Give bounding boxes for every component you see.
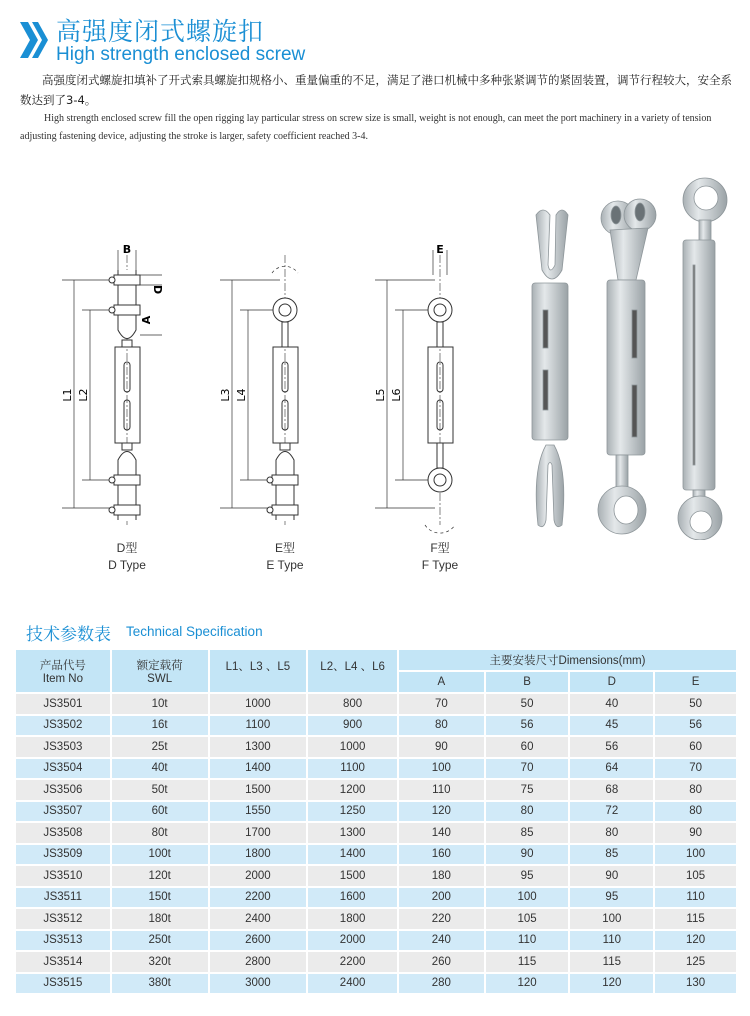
cell-l2: 1100 bbox=[307, 758, 398, 780]
table-row bbox=[15, 951, 737, 973]
cell-a: 100 bbox=[398, 758, 485, 780]
cell-d: 56 bbox=[569, 736, 654, 758]
cell-swl: 320t bbox=[111, 951, 209, 973]
cell-e: 56 bbox=[654, 715, 737, 737]
cell-item-no: JS3508 bbox=[15, 822, 111, 844]
cell-e: 100 bbox=[654, 844, 737, 866]
cell-e: 120 bbox=[654, 930, 737, 952]
cell-e: 90 bbox=[654, 822, 737, 844]
e-type-cn: E型 bbox=[274, 541, 295, 555]
cell-b: 110 bbox=[485, 930, 570, 952]
header-swl-cn: 额定载荷 bbox=[136, 660, 183, 672]
cell-b: 56 bbox=[485, 715, 570, 737]
header-swl bbox=[111, 649, 209, 693]
cell-b: 100 bbox=[485, 887, 570, 909]
spec-title-en: Technical Specification bbox=[126, 624, 263, 639]
f-type-en: F Type bbox=[421, 558, 459, 572]
e-type-en: E Type bbox=[266, 558, 304, 572]
cell-d: 95 bbox=[569, 887, 654, 909]
cell-b: 80 bbox=[485, 801, 570, 823]
cell-e: 80 bbox=[654, 801, 737, 823]
cell-l2: 1500 bbox=[307, 865, 398, 887]
cell-b: 90 bbox=[485, 844, 570, 866]
cell-item-no: JS3511 bbox=[15, 887, 111, 909]
dim-label-e: E bbox=[436, 243, 444, 256]
cell-l2: 900 bbox=[307, 715, 398, 737]
dim-label-b: B bbox=[122, 243, 132, 256]
dim-label-l4: L4 bbox=[235, 388, 248, 402]
e-type-caption bbox=[235, 540, 335, 574]
cell-swl: 10t bbox=[111, 693, 209, 715]
cell-l2: 1250 bbox=[307, 801, 398, 823]
table-row bbox=[15, 844, 737, 866]
dim-label-l3: L3 bbox=[219, 388, 232, 402]
cell-l2: 1600 bbox=[307, 887, 398, 909]
cell-b: 95 bbox=[485, 865, 570, 887]
cell-a: 200 bbox=[398, 887, 485, 909]
cell-item-no: JS3504 bbox=[15, 758, 111, 780]
table-row bbox=[15, 930, 737, 952]
d-type-diagram bbox=[52, 235, 202, 535]
cell-b: 50 bbox=[485, 693, 570, 715]
cell-l1: 1800 bbox=[209, 844, 308, 866]
cell-a: 260 bbox=[398, 951, 485, 973]
description-cn: 高强度闭式螺旋扣填补了开式索具螺旋扣规格小、重量偏重的不足，满足了港口机械中多种张紧调节的紧固装置，调节行程较大，安全系数达到了3-4。 bbox=[20, 73, 732, 107]
cell-a: 140 bbox=[398, 822, 485, 844]
dim-label-a: A bbox=[140, 315, 153, 325]
cell-swl: 380t bbox=[111, 973, 209, 995]
cell-d: 72 bbox=[569, 801, 654, 823]
cell-l1: 3000 bbox=[209, 973, 308, 995]
cell-l2: 800 bbox=[307, 693, 398, 715]
cell-swl: 150t bbox=[111, 887, 209, 909]
cell-l1: 1300 bbox=[209, 736, 308, 758]
cell-d: 120 bbox=[569, 973, 654, 995]
cell-item-no: JS3509 bbox=[15, 844, 111, 866]
cell-d: 85 bbox=[569, 844, 654, 866]
table-row bbox=[15, 887, 737, 909]
cell-b: 70 bbox=[485, 758, 570, 780]
cell-l1: 1100 bbox=[209, 715, 308, 737]
cell-swl: 40t bbox=[111, 758, 209, 780]
cell-a: 220 bbox=[398, 908, 485, 930]
header-dimensions: 主要安装尺寸Dimensions(mm) bbox=[398, 649, 737, 671]
header-item-en: Item No bbox=[42, 673, 84, 685]
cell-b: 75 bbox=[485, 779, 570, 801]
cell-d: 115 bbox=[569, 951, 654, 973]
cell-swl: 100t bbox=[111, 844, 209, 866]
table-row bbox=[15, 822, 737, 844]
cell-l1: 2800 bbox=[209, 951, 308, 973]
cell-item-no: JS3507 bbox=[15, 801, 111, 823]
cell-a: 180 bbox=[398, 865, 485, 887]
d-type-en: D Type bbox=[108, 558, 146, 572]
f-type-diagram bbox=[365, 235, 515, 535]
header-swl-en: SWL bbox=[147, 673, 173, 685]
cell-l2: 1000 bbox=[307, 736, 398, 758]
cell-l2: 1800 bbox=[307, 908, 398, 930]
cell-l2: 2000 bbox=[307, 930, 398, 952]
cell-swl: 16t bbox=[111, 715, 209, 737]
table-row bbox=[15, 801, 737, 823]
dim-label-l6: L6 bbox=[390, 388, 403, 402]
cell-d: 68 bbox=[569, 779, 654, 801]
cell-swl: 120t bbox=[111, 865, 209, 887]
cell-swl: 250t bbox=[111, 930, 209, 952]
cell-l1: 1500 bbox=[209, 779, 308, 801]
cell-l2: 1300 bbox=[307, 822, 398, 844]
table-row bbox=[15, 736, 737, 758]
header-a: A bbox=[398, 671, 485, 693]
cell-item-no: JS3501 bbox=[15, 693, 111, 715]
cell-l2: 2400 bbox=[307, 973, 398, 995]
header-item-cn: 产品代号 bbox=[39, 660, 86, 672]
cell-a: 90 bbox=[398, 736, 485, 758]
cell-e: 115 bbox=[654, 908, 737, 930]
cell-d: 80 bbox=[569, 822, 654, 844]
description-en: High strength enclosed screw fill the open rigging lay particular stress on screw size is small, weight is not enough, can meet the port machinery in a variety of tension adjusting fastening device, adjusting the stroke is larger, safety coefficient reached 3-4. bbox=[20, 113, 712, 142]
header-d: D bbox=[569, 671, 654, 693]
cell-a: 70 bbox=[398, 693, 485, 715]
table-row bbox=[15, 908, 737, 930]
cell-d: 40 bbox=[569, 693, 654, 715]
dim-label-l1: L1 bbox=[61, 388, 74, 402]
f-type-cn: F型 bbox=[430, 541, 450, 555]
cell-item-no: JS3506 bbox=[15, 779, 111, 801]
cell-item-no: JS3514 bbox=[15, 951, 111, 973]
cell-d: 45 bbox=[569, 715, 654, 737]
product-photo bbox=[510, 170, 750, 540]
cell-a: 110 bbox=[398, 779, 485, 801]
cell-a: 120 bbox=[398, 801, 485, 823]
spec-table bbox=[14, 648, 738, 995]
cell-swl: 50t bbox=[111, 779, 209, 801]
table-row bbox=[15, 693, 737, 715]
cell-e: 110 bbox=[654, 887, 737, 909]
d-type-caption bbox=[77, 540, 177, 574]
table-row bbox=[15, 865, 737, 887]
cell-l1: 2600 bbox=[209, 930, 308, 952]
cell-l1: 2200 bbox=[209, 887, 308, 909]
cell-l2: 2200 bbox=[307, 951, 398, 973]
cell-e: 125 bbox=[654, 951, 737, 973]
cell-l1: 1550 bbox=[209, 801, 308, 823]
cell-l1: 1700 bbox=[209, 822, 308, 844]
chevron-right-icon bbox=[18, 20, 50, 60]
cell-b: 115 bbox=[485, 951, 570, 973]
cell-l1: 2000 bbox=[209, 865, 308, 887]
cell-swl: 25t bbox=[111, 736, 209, 758]
cell-swl: 80t bbox=[111, 822, 209, 844]
cell-d: 100 bbox=[569, 908, 654, 930]
cell-e: 105 bbox=[654, 865, 737, 887]
cell-l1: 1000 bbox=[209, 693, 308, 715]
header-e: E bbox=[654, 671, 737, 693]
cell-d: 64 bbox=[569, 758, 654, 780]
cell-b: 105 bbox=[485, 908, 570, 930]
cell-b: 120 bbox=[485, 973, 570, 995]
spec-table-body bbox=[15, 693, 737, 994]
dim-label-l5: L5 bbox=[374, 388, 387, 402]
cell-b: 60 bbox=[485, 736, 570, 758]
cell-e: 80 bbox=[654, 779, 737, 801]
dim-label-l2: L2 bbox=[77, 388, 90, 402]
cell-item-no: JS3515 bbox=[15, 973, 111, 995]
e-type-diagram bbox=[210, 235, 360, 535]
cell-l2: 1400 bbox=[307, 844, 398, 866]
cell-l1: 1400 bbox=[209, 758, 308, 780]
table-row bbox=[15, 779, 737, 801]
cell-l1: 2400 bbox=[209, 908, 308, 930]
dim-label-d: D bbox=[151, 285, 164, 295]
page-title-en: High strength enclosed screw bbox=[56, 44, 306, 65]
cell-a: 80 bbox=[398, 715, 485, 737]
cell-a: 240 bbox=[398, 930, 485, 952]
f-type-caption bbox=[390, 540, 490, 574]
cell-swl: 180t bbox=[111, 908, 209, 930]
cell-a: 160 bbox=[398, 844, 485, 866]
cell-item-no: JS3510 bbox=[15, 865, 111, 887]
table-row bbox=[15, 973, 737, 995]
cell-l2: 1200 bbox=[307, 779, 398, 801]
header-item-no bbox=[15, 649, 111, 693]
page-title-cn: 高强度闭式螺旋扣 bbox=[56, 17, 265, 46]
header-l2: L2、L4 、L6 bbox=[307, 649, 398, 693]
cell-item-no: JS3513 bbox=[15, 930, 111, 952]
cell-item-no: JS3503 bbox=[15, 736, 111, 758]
cell-d: 90 bbox=[569, 865, 654, 887]
cell-swl: 60t bbox=[111, 801, 209, 823]
header-l1: L1、L3 、L5 bbox=[209, 649, 308, 693]
header-b: B bbox=[485, 671, 570, 693]
table-row bbox=[15, 758, 737, 780]
table-row bbox=[15, 715, 737, 737]
cell-d: 110 bbox=[569, 930, 654, 952]
cell-item-no: JS3502 bbox=[15, 715, 111, 737]
d-type-cn: D型 bbox=[116, 541, 138, 555]
cell-e: 70 bbox=[654, 758, 737, 780]
spec-title-cn: 技术参数表 bbox=[26, 625, 111, 645]
cell-e: 130 bbox=[654, 973, 737, 995]
cell-e: 60 bbox=[654, 736, 737, 758]
cell-e: 50 bbox=[654, 693, 737, 715]
cell-item-no: JS3512 bbox=[15, 908, 111, 930]
cell-b: 85 bbox=[485, 822, 570, 844]
cell-a: 280 bbox=[398, 973, 485, 995]
